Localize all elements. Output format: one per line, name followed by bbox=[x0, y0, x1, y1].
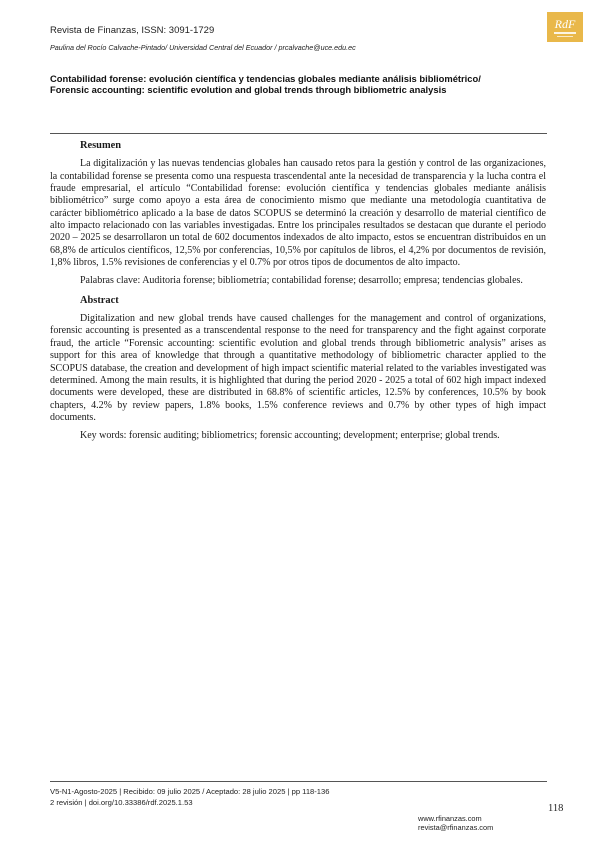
footer-contact bbox=[418, 814, 493, 832]
website-link[interactable]: www.rfinanzas.com bbox=[418, 814, 482, 823]
article-content bbox=[50, 140, 546, 450]
journal-logo bbox=[547, 12, 583, 42]
email-link[interactable]: revista@rfinanzas.com bbox=[418, 823, 494, 832]
footer-divider bbox=[50, 781, 547, 782]
journal-title: Revista de Finanzas, ISSN: 3091-1729 bbox=[50, 25, 215, 36]
logo-rule bbox=[554, 32, 576, 34]
footer-issue-info: V5-N1-Agosto-2025 | Recibido: 09 julio 2025 / Aceptado: 28 julio 2025 | pp 118-136 bbox=[50, 787, 330, 796]
abstract-heading: Abstract bbox=[80, 294, 119, 306]
footer-doi: 2 revisión | doi.org/10.33386/rdf.2025.1.53 bbox=[50, 798, 193, 807]
header-divider bbox=[50, 133, 547, 134]
logo-text: RdF bbox=[554, 16, 576, 31]
resumen-heading: Resumen bbox=[80, 140, 121, 151]
abstract-body: Digitalization and new global trends have caused challenges for the management and control of organizations, forensic accounting is presented as a transcendental response to the need for transparency and the fight against corporate fraud, the article “Forensic accounting: scientific evolution and global trends through bibliometric analysis” arises as support for this area of knowledge that through a quantitative methodology of bibliometric character applied to the SCOPUS database, the creation and development of high impact scientific material related to the variables investigated was determined. Among the main results, it is highlighted that during the period 2020 - 2025 a total of 602 high impact indexed documents were developed, these are distributed in 68.8% of scientific articles, 12.5% by conferences, 10.5% by book chapters, 4.2% by review papers, 1.8% books, 1.5% conference reviews and 0.7% by other types of high impact documents. bbox=[50, 313, 546, 423]
article-title bbox=[50, 73, 535, 95]
title-english: Forensic accounting: scientific evolution and global trends through bibliometric analysis bbox=[50, 84, 447, 95]
author-line: Paulina del Rocío Calvache-Pintado/ Universidad Central del Ecuador / prcalvache@uce.edu.ec bbox=[50, 43, 356, 52]
title-spanish: Contabilidad forense: evolución científica y tendencias globales mediante análisis bibliométrico/ bbox=[50, 73, 481, 84]
page-number: 118 bbox=[548, 803, 564, 814]
abstract-keywords: Key words: forensic auditing; bibliometrics; forensic accounting; development; enterprise; global trends. bbox=[80, 430, 500, 442]
resumen-keywords: Palabras clave: Auditoria forense; bibliometría; contabilidad forense; desarrollo; empresa; tendencias globales. bbox=[80, 275, 523, 287]
logo-rule-small bbox=[557, 36, 573, 37]
resumen-body: La digitalización y las nuevas tendencias globales han causado retos para la gestión y control de las organizaciones, la contabilidad forense se presenta como una respuesta trascendental ante la necesidad de transparencia y la lucha contra el fraude empresarial, el artículo “Contabilidad forense: evolución científica y tendencias globales mediante análisis bibliométrico” surge como apoyo a esta área de conocimiento mismo que mediante una metodología cuantitativa de carácter bibliométrico aplicado a la base de datos SCOPUS se determinó la creación y desarrollo de material científico de alto impacto relacionado con las variables investigadas. Entre los principales resultados se destacan que durante el periodo 2020 – 2025 se desarrollaron un total de 602 documentos indexados de alto impacto, estos se encuentran distribuidos en un 68,8% de artículos científicos, 12,5% por conferencias, 10,5% por capítulos de libros, el 4,2% por documentos de revisión, 1,8% libros, 1.5% revisiones de conferencias y el 0.7% por otros tipos de documentos de alto impacto. bbox=[50, 158, 546, 269]
